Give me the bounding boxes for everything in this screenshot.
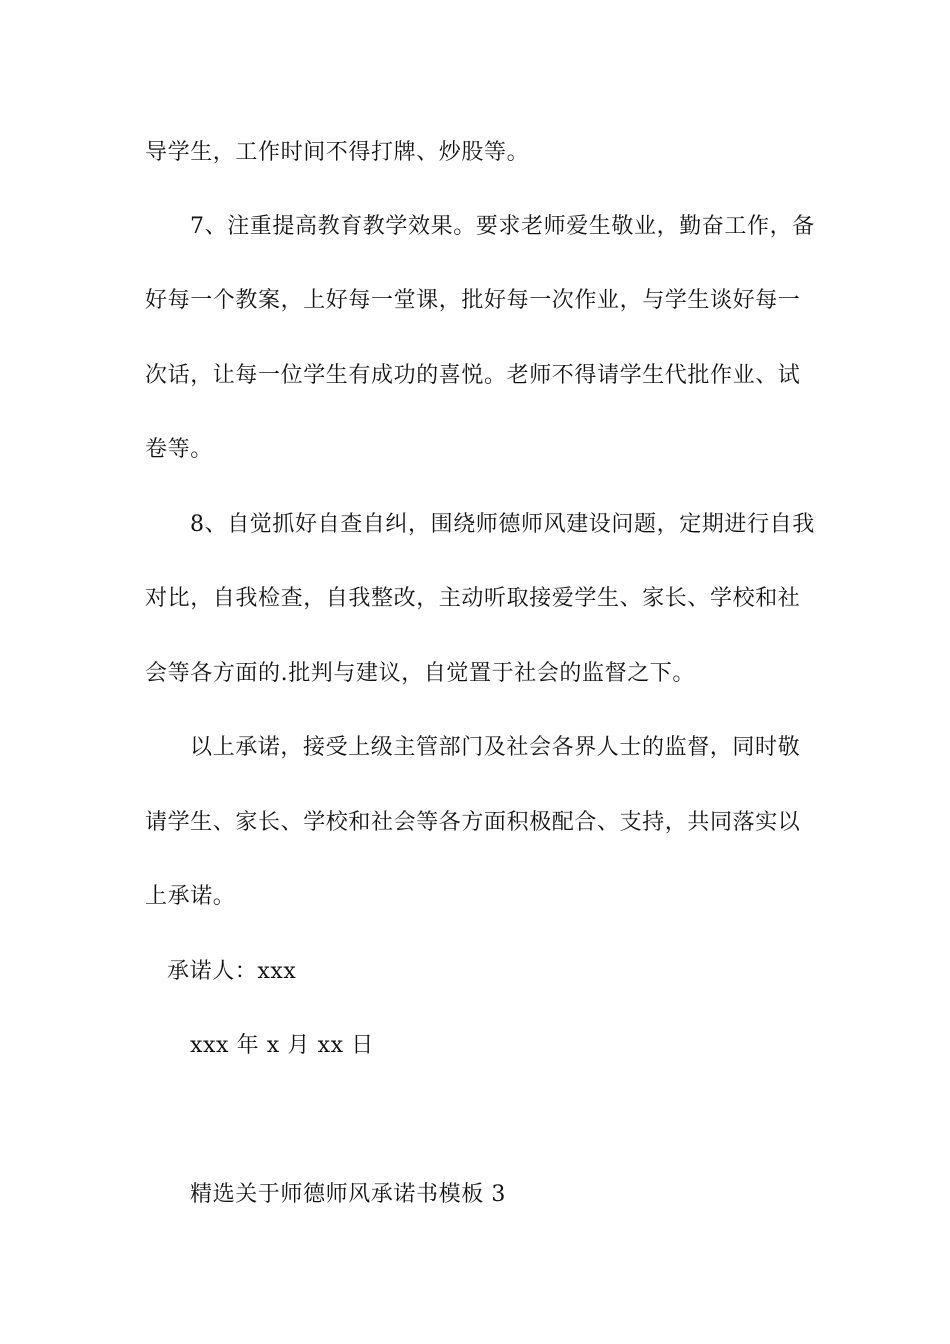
section-title: 精选关于师德师风承诺书模板 3 [190,1182,506,1207]
text-line: 以上承诺，接受上级主管部门及社会各界人士的监督，同时敬 [190,735,801,760]
text-line: 会等各方面的.批判与建议，自觉置于社会的监督之下。 [145,661,695,686]
text-line: 好每一个教案，上好每一堂课，批好每一次作业，与学生谈好每一 [145,288,801,313]
text-line: 卷等。 [145,437,213,462]
text-line: 导学生，工作时间不得打牌、炒股等。 [145,140,530,165]
text-line: 7、注重提高教育教学效果。要求老师爱生敬业，勤奋工作，备 [190,214,815,239]
text-line: 次话，让每一位学生有成功的喜悦。老师不得请学生代批作业、试 [145,363,801,388]
signature-label: 承诺人：xxx [167,959,297,984]
text-line: 上承诺。 [145,884,236,909]
date-line: xxx 年 x 月 xx 日 [190,1033,374,1058]
text-line: 对比，自我检查，自我整改，主动听取接爱学生、家长、学校和社 [145,586,801,611]
text-line: 8、自觉抓好自查自纠，围绕师德师风建设问题，定期进行自我 [190,512,815,537]
text-line: 请学生、家长、学校和社会等各方面积极配合、支持，共同落实以 [145,810,801,835]
